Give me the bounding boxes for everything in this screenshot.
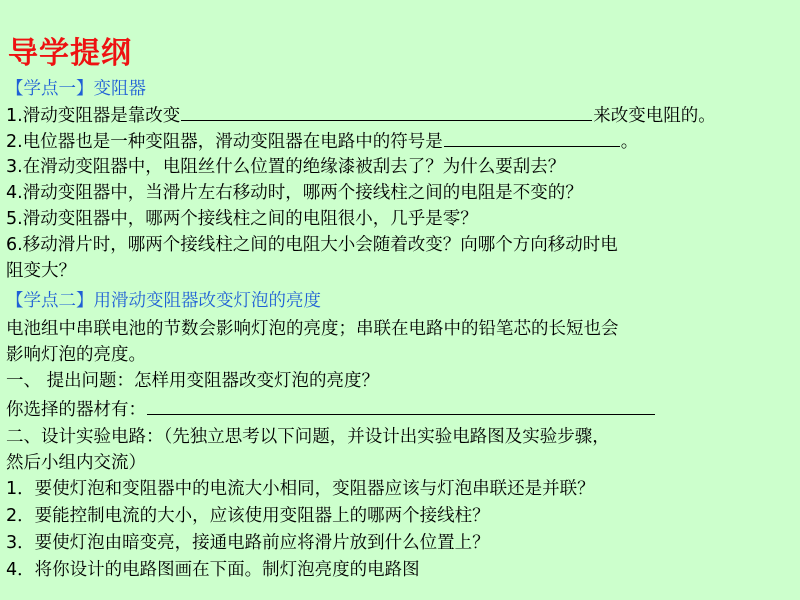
question-2-suffix: 。 — [620, 132, 639, 152]
question-2 — [6, 128, 638, 155]
intro-line2: 影响灯泡的亮度。 — [6, 345, 146, 365]
section1-heading: 【学点一】变阻器 — [6, 79, 146, 99]
question-2-text: 2.电位器也是一种变阻器，滑动变阻器在电路中的符号是 — [6, 132, 443, 152]
section2-heading: 【学点二】用滑动变阻器改变灯泡的亮度 — [6, 291, 321, 311]
question-1-text: 1.滑动变阻器是靠改变 — [6, 106, 181, 126]
question-4: 4.滑动变阻器中，当滑片左右移动时，哪两个接线柱之间的电阻是不变的？ — [6, 183, 583, 203]
question-3: 3.在滑动变阻器中，电阻丝什么位置的绝缘漆被刮去了？为什么要刮去？ — [6, 157, 566, 177]
part1-question: 一、 提出问题：怎样用变阻器改变灯泡的亮度？ — [6, 371, 380, 391]
step-4: 4．将你设计的电路图画在下面。制灯泡亮度的电路图 — [6, 560, 420, 580]
step-1: 1．要使灯泡和变阻器中的电流大小相同，变阻器应该与灯泡串联还是并联？ — [6, 479, 595, 499]
step-3: 3．要使灯泡由暗变亮，接通电路前应将滑片放到什么位置上？ — [6, 533, 490, 553]
question-1-suffix: 来改变电阻的。 — [593, 106, 716, 126]
answer-blank-2[interactable] — [444, 128, 620, 147]
question-5: 5.滑动变阻器中，哪两个接线柱之间的电阻很小，几乎是零？ — [6, 209, 478, 229]
equipment-blank[interactable] — [147, 396, 655, 415]
step-2: 2．要能控制电流的大小，应该使用变阻器上的哪两个接线柱？ — [6, 506, 490, 526]
part2-line1: 二、设计实验电路：（先独立思考以下问题，并设计出实验电路图及实验步骤， — [6, 427, 610, 447]
part2-line2: 然后小组内交流） — [6, 453, 146, 473]
question-6-line2: 阻变大？ — [6, 261, 76, 281]
question-1 — [6, 102, 716, 129]
equipment-line — [6, 396, 656, 423]
answer-blank-1[interactable] — [181, 102, 592, 121]
intro-line1: 电池组中串联电池的节数会影响灯泡的亮度；串联在电路中的铅笔芯的长短也会 — [6, 319, 619, 339]
equipment-label: 你选择的器材有： — [6, 400, 146, 420]
page-title: 导学提纲 — [8, 36, 132, 71]
question-6-line1: 6.移动滑片时，哪两个接线柱之间的电阻大小会随着改变？向哪个方向移动时电 — [6, 235, 618, 255]
